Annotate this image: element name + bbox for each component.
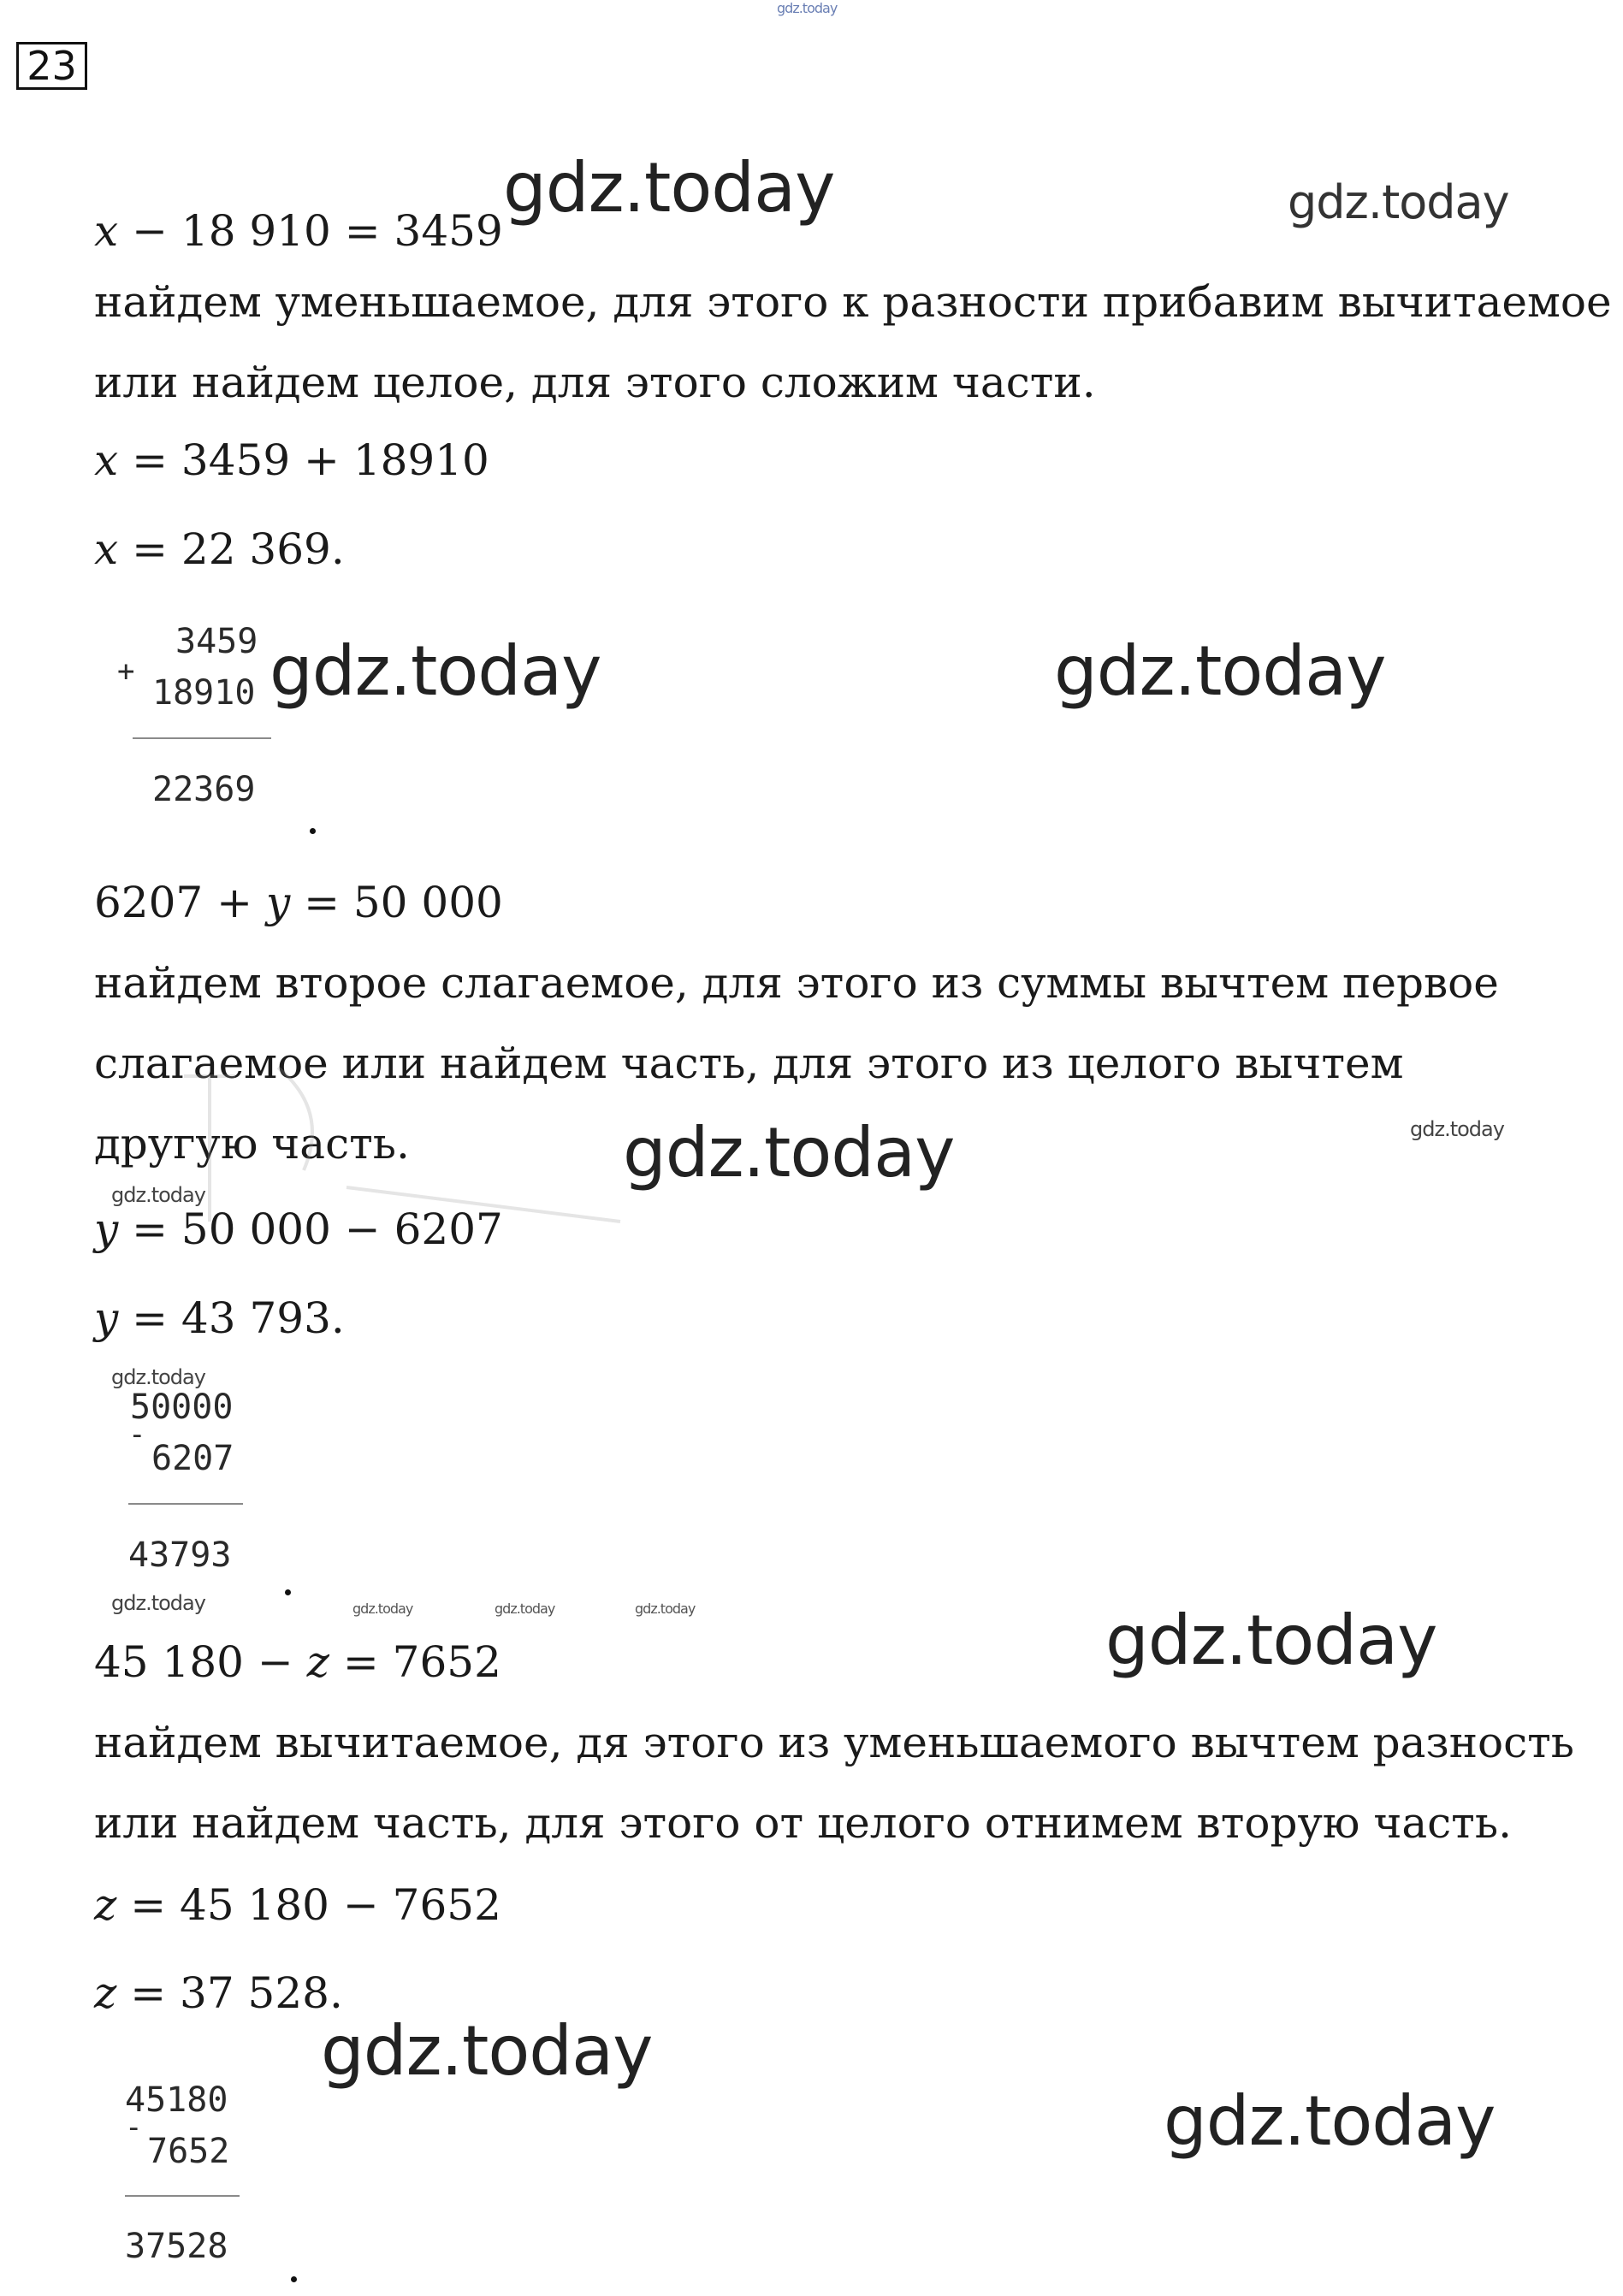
difference-result: 43793 [128,1536,232,1575]
equation-3-rest: = 7652 [329,1637,501,1687]
sum-result: 22369 [152,770,256,809]
variable-x: x [94,435,119,485]
watermark: gdz.today [1410,1117,1504,1141]
watermark: gdz.today [111,1365,205,1389]
problem-number: 23 [16,42,87,90]
equation-3 [94,1637,501,1687]
variable-y: y [94,1293,119,1343]
watermark: gdz.today [1164,2081,1496,2161]
step-3-2 [94,1968,343,2018]
addend-top: 3459 [175,622,258,661]
watermark-top: gdz.today [777,0,838,16]
explanation-2-line-2: слагаемое или найдем часть, для этого из целого вычтем [94,1039,1404,1088]
equation-2-rest: = 50 000 [290,878,503,927]
variable-y: y [265,878,291,927]
step-2-1-rest: = 50 000 − 6207 [118,1204,503,1254]
explanation-3-line-2: или найдем часть, для этого от целого отнимем вторую часть. [94,1798,1512,1848]
period-dot [310,828,316,834]
period-dot [285,1589,291,1595]
variable-z: z [94,1880,117,1930]
watermark: gdz.today [1105,1601,1437,1680]
step-3-2-rest: = 37 528. [116,1968,343,2018]
step-2-2-rest: = 43 793. [118,1293,345,1343]
watermark: gdz.today [1054,631,1386,711]
variable-y: y [94,1204,119,1254]
variable-z: z [94,1968,117,2018]
watermark: gdz.today [111,1591,205,1615]
watermark: gdz.today [503,148,835,228]
explanation-3-line-1: найдем вычитаемое, дя этого из уменьшаемого вычтем разность [94,1718,1575,1767]
minus-sign: - [128,1417,146,1452]
variable-x: x [94,524,119,574]
plus-sign: + [117,654,135,689]
explanation-1-line-1: найдем уменьшаемое, для этого к разности прибавим вычитаемое [94,277,1612,327]
explanation-1-line-2: или найдем целое, для этого сложим части. [94,358,1096,407]
watermark: gdz.today [321,2011,653,2091]
addend-bottom: 18910 [152,673,256,713]
explanation-2-line-1: найдем второе слагаемое, для этого из суммы вычтем первое [94,958,1499,1008]
step-1-1-rest: = 3459 + 18910 [118,435,489,485]
equation-1-rest: − 18 910 = 3459 [118,206,503,256]
subtrahend: 6207 [151,1439,234,1478]
step-1-1 [94,435,489,485]
sum-line [133,737,271,739]
minuend: 50000 [130,1388,234,1427]
minuend: 45180 [125,2080,228,2120]
difference-result: 37528 [125,2227,228,2266]
explanation-2-line-3: другую часть. [94,1119,410,1169]
equation-1 [94,206,503,256]
step-3-1-rest: = 45 180 − 7652 [116,1880,501,1930]
period-dot [291,2276,297,2282]
step-2-2 [94,1293,345,1343]
step-2-1 [94,1204,503,1254]
watermark: gdz.today [623,1113,955,1192]
equation-2-left: 6207 + [94,878,266,927]
minus-sign: - [125,2110,143,2145]
watermark: gdz.today [352,1601,413,1617]
difference-line [125,2195,240,2197]
step-3-1 [94,1880,501,1930]
equation-3-left: 45 180 − [94,1637,307,1687]
step-1-2 [94,524,345,574]
step-1-2-rest: = 22 369. [118,524,345,574]
difference-line [128,1503,243,1505]
variable-z: z [306,1637,329,1687]
equation-2 [94,878,503,927]
watermark: gdz.today [635,1601,696,1617]
watermark: gdz.today [270,631,601,711]
watermark: gdz.today [495,1601,555,1617]
subtrahend: 7652 [147,2132,230,2171]
watermark: gdz.today [1288,175,1509,229]
variable-x: x [94,206,119,256]
watermark: gdz.today [111,1183,205,1207]
